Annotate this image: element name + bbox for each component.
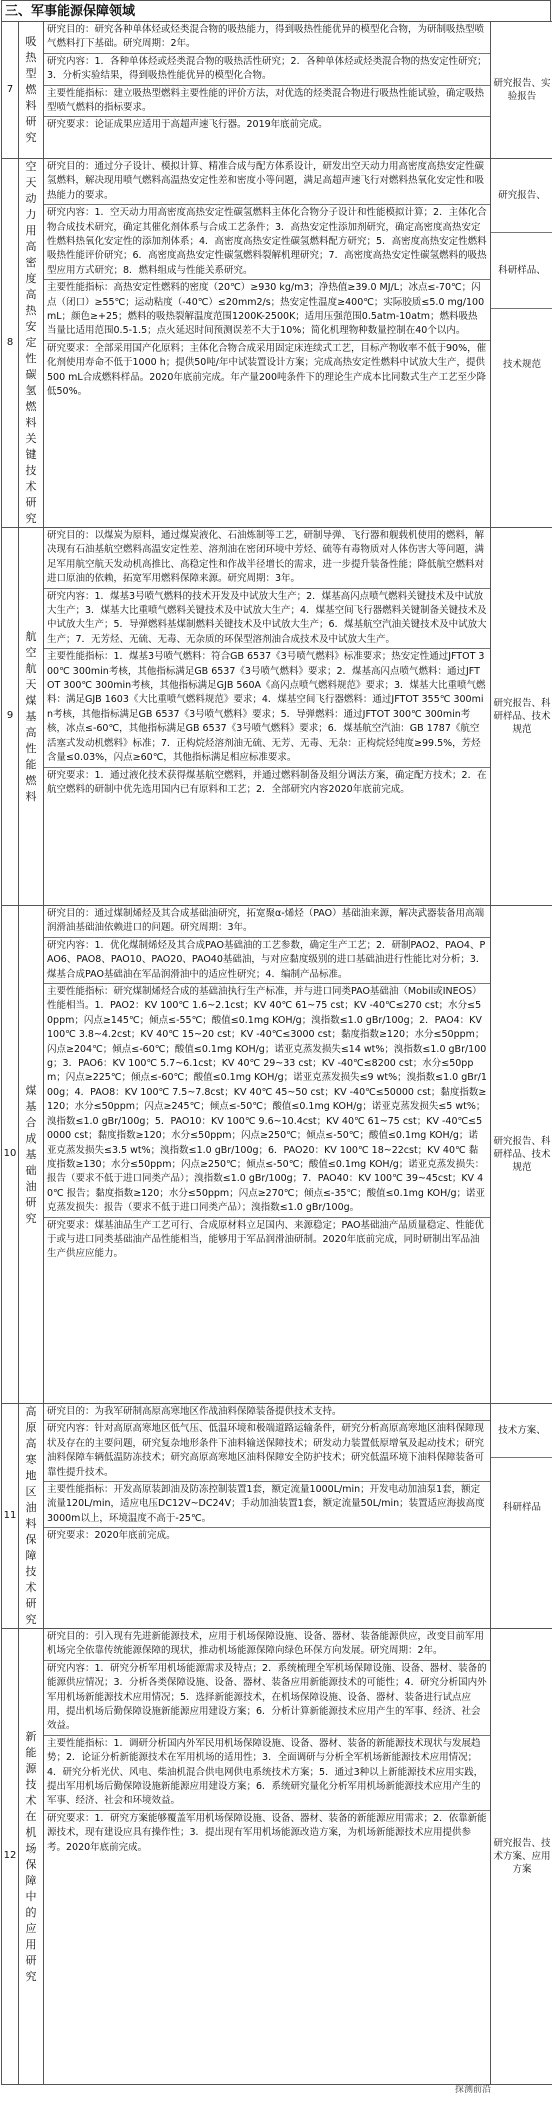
deliverable-type: 研究报告、科研样品、技术规范 bbox=[493, 1136, 551, 1173]
deliverable-type-cell bbox=[491, 159, 552, 528]
description-paragraph: 研究要求：全部采用国产化原料；主体化合物合成采用固定床连续式工艺，目标产物收率不低于90%，催化剂使用寿命不低于1000 h；提供50吨/年中试装置设计方案；完成高热安定性燃料中试放大生产，提供500 mL合成燃料样品。2020年底前完成。年产量200吨条件下的理论生产成本比同数式生产工艺至少降低50%。 bbox=[47, 342, 487, 398]
description-paragraph: 主要性能指标：开发高原装卸油及防冻控制装置1套，额定流量1000L/min；开发电动加油泵1套，额定流量120L/min，适应电压DC12V~DC24V；手动加油装置1套，额定流量50L/min；装置适应海拔高度3000m以上，环境温度不高于-25℃。 bbox=[44, 1482, 490, 1528]
project-name-cell bbox=[19, 528, 44, 906]
description-paragraph: 研究目的：为我军研制高原高寒地区作战油料保障装备提供技术支持。 bbox=[44, 1404, 490, 1421]
description-paragraph: 研究内容：1．研究分析军用机场能源需求及特点；2．系统梳理全军机场保障设施、设备、器材、装备的能源供应情况；3．分析各类保障设施、设备、器材、装备应用新能源技术的可能性；4．研究分析国内外军用机场新能源技术应用情况；5．选择新能源技术，在机场保障设施、设备、器材、装备进行试点应用，提出机场后勤保障设施新能源应用建设方案；6．分析计算新能源技术应用产生的军事、经济、社会效益。 bbox=[44, 1661, 490, 1736]
deliverable-type: 研究报告、实验报告 bbox=[493, 78, 551, 102]
deliverable-type: 研究报告、 bbox=[491, 159, 552, 233]
description-paragraph: 研究目的：研究各种单体烃或烃类混合物的吸热能力，得到吸热性能优异的模型化合物，为研制吸热型喷气燃料打下基础。研究周期：2年。 bbox=[44, 22, 490, 54]
section-title: 三、军事能源保障领域 bbox=[1, 0, 551, 21]
description-paragraph: 研究目的：引入现有先进新能源技术，应用于机场保障设施、设备、器材、装备能源供应，改变目前军用机场完全依靠传统能源保障的现状，推动机场能源保障向绿色环保方向发展。研究周期：2年。 bbox=[44, 1629, 490, 1661]
description-paragraph: 研究目的：通过分子设计、模拟计算、精准合成与配方体系设计，研发出空天动力用高密度高热安定性碳氢燃料，解决现用喷气燃料高温热安定性差和密度小等问题，满足高超声速飞行对燃料热氧化安定性和吸热能力的要求。 bbox=[44, 159, 490, 205]
project-name-cell bbox=[19, 1404, 44, 1629]
project-name: 吸热型燃料研究 bbox=[25, 35, 37, 144]
project-table bbox=[1, 21, 552, 2085]
table-row bbox=[2, 906, 552, 1404]
description-paragraph: 研究要求：煤基油品生产工艺可行、合成原材料立足国内、来源稳定；PAO基础油产品质量稳定、性能优于或与进口同类基础油产品性能相当，能够用于军品润滑油研制。2020年底前完成，同时研制出军品油生产供应应能力。 bbox=[47, 1219, 484, 1260]
table-row bbox=[2, 1404, 552, 1629]
description-paragraph: 研究要求：论证成果应适用于高超声速飞行器。2019年底前完成。 bbox=[47, 119, 328, 131]
watermark: 探测前沿 bbox=[455, 2085, 492, 2095]
table-row bbox=[2, 528, 552, 906]
row-number: 10 bbox=[2, 906, 19, 1404]
description-paragraph: 研究要求：1．研究方案能够覆盖军用机场保障设施、设备、器材、装备的新能源应用需求；2．依靠新能源技术，现有建设应具有操作性；3．提出现有军用机场能源改造方案，为机场新能源技术应用提供参考。2020年底前完成。 bbox=[47, 1812, 487, 1853]
description-paragraph: 研究内容：1．煤基3号喷气燃料的技术开发及中试放大生产；2．煤基高闪点喷气燃料关键技术及中试放大生产；3．煤基大比重喷气燃料关键技术及中试放大生产；4．煤基空间飞行器燃料关键制备关键技术及中试放大生产；5．导弹燃料基煤制燃料关键技术及中试放大生产；6．煤基航空汽油关键技术及中试放大生产；7．无芳烃、无硫、无毒、无杂质的环保型溶剂油合成技术及中试放大生产。 bbox=[44, 589, 490, 650]
project-name-cell bbox=[19, 22, 44, 159]
table-row bbox=[2, 22, 552, 159]
deliverable-type: 研究报告、技术方案、应用方案 bbox=[493, 1838, 551, 1875]
description-paragraph: 研究要求：2020年底前完成。 bbox=[47, 1530, 176, 1542]
project-name: 高原高寒地区油料保障技术研究 bbox=[25, 1405, 37, 1626]
deliverable-type: 科研样品、 bbox=[491, 233, 552, 309]
description-paragraph: 主要性能指标：研究煤制烯烃合成的基础油执行生产标准，并与进口同类PAO基础油（Mobil或INEOS）性能相当。1．PAO2：KV 100℃ 1.6~2.1cst；KV 40℃ 61~75 cst；KV -40℃≤270 cst；水分≤50ppm；闪点≥145℃；倾点≤-55℃；酸值≤0.1mg KOH/g；溴指数≤1.0 gBr/100g；2．PAO4：KV 100℃ 3.8~4.2cst；KV 40℃ 15~20 cst；KV -40℃≤3000 cst；黏度指数≥120；水分≤50ppm；闪点≥204℃；倾点≤-60℃；酸值≤0.1mg KOH/g；诺亚克蒸发损失≤14 wt%；溴指数≤1.0 gBr/100g；3．PAO6：KV 100℃ 5.7~6.1cst；KV 40℃ 29~33 cst；KV -40℃≤8200 cst；水分≤50ppm；闪点≥225℃；倾点≤-60℃；酸值≤0.1mg KOH/g；诺亚克蒸发损失≤9 wt%；溴指数≤1.0 gBr/100g；4．PAO8：KV 100℃ 7.5~7.8cst；KV 40℃ 45~50 cst；KV -40℃≤50000 cst；黏度指数≥120；水分≤50ppm；闪点≥245℃；倾点≤-50℃；酸值≤0.1mg KOH/g；诺亚克蒸发损失≤5 wt%；溴指数≤1.0 gBr/100g；5．PAO10：KV 100℃ 9.6~10.4cst；KV 40℃ 61~75 cst；KV -40℃≤50000 cst；黏度指数≥120；水分≤50ppm；闪点≥250℃；倾点≤-50℃；酸值≤0.1mg KOH/g；诺亚克蒸发损失≤3.5 wt%；溴指数≤1.0 gBr/100g；6．PAO20：KV 100℃ 18~22cst；KV 40℃ 黏度指数≥130；水分≤50ppm；闪点≥250℃；倾点≤-50℃；酸值≤0.1mg KOH/g；诺亚克蒸发损失：报告（要求不低于进口同类产品）；溴指数≤1.0 gBr/100g；7．PAO40：KV 100℃ 39~45cst；KV 40℃ 报告；黏度指数≥120；水分≤50ppm；闪点≥270℃；倾点≤-35℃；酸值≤0.1mg KOH/g；诺亚克蒸发损失：报告（要求不低于进口同类产品）；溴指数≤1.0 gBr/100g。 bbox=[44, 984, 490, 1218]
deliverable-type-cell bbox=[491, 906, 552, 1404]
project-description-cell bbox=[44, 528, 491, 906]
deliverable-type: 技术方案、 bbox=[491, 1404, 552, 1458]
row-number: 11 bbox=[2, 1404, 19, 1629]
description-paragraph: 研究要求：1．通过液化技术获得煤基航空燃料，并通过燃料制备及组分调法方案，确定配方技术；2．在航空燃料的研制中优先选用国内已有原料和工艺；2．全部研究内容2020年底前完成。 bbox=[47, 769, 487, 795]
project-name: 空天动力用高密度高热安定性碳氢燃料关键技术研究 bbox=[25, 160, 37, 525]
row-number: 9 bbox=[2, 528, 19, 906]
table-row bbox=[2, 159, 552, 528]
description-paragraph: 研究内容：1．空天动力用高密度高热安定性碳氢燃料主体化合物分子设计和性能模拟计算；2．主体化合物合成技术研究，确定其催化剂体系与合成工艺条件；3．高热安定性添加剂研究，确定高密度高热安定性燃料热氧化安定性的添加剂体系；4．高密度高热安定性碳氢燃料配方研究；5．高密度高热安定性燃料吸热性能评价研究；6．高密度高热安定性碳氢燃料裂解机理研究；7．高密度高热安定性碳氢燃料的吸热型应用方式研究；8．燃料组成与性能关系研究。 bbox=[44, 205, 490, 280]
row-number: 8 bbox=[2, 159, 19, 528]
project-name-cell bbox=[19, 906, 44, 1404]
project-name-cell bbox=[19, 159, 44, 528]
project-name: 煤基合成基础油研究 bbox=[25, 1083, 37, 1225]
description-paragraph: 主要性能指标：高热安定性燃料的密度（20℃）≥930 kg/m3；净热值≥39.0 MJ/L；冰点≤-70℃；闪点（闭口）≥55℃；运动粘度（-40℃）≤20mm2/s；热安定性温度≥400℃；实际胶质≤5.0 mg/100mL；颜色≥+25；燃料的吸热裂解温度范围1200K-2500K；适用压强范围0.5atm-10atm；燃料吸热当量比适用范围0.5-1.5；点火延迟时间预测误差不大于10%；简化机理物种数量控制在40个以内。 bbox=[44, 280, 490, 341]
deliverable-type: 研究报告、科研样品、技术规范 bbox=[493, 698, 551, 735]
row-number: 7 bbox=[2, 22, 19, 159]
description-paragraph: 研究内容：1．优化煤制烯烃及其合成PAO基础油的工艺参数，确定生产工艺；2．研制PAO2、PAO4、PAO6、PAO8、PAO10、PAO20、PAO40基础油，与对应黏度级别的进口基础油进行性能比对分析；3．煤基合成PAO基础油在军品润滑油中的适应性研究；4．编制产品标准。 bbox=[44, 938, 490, 984]
deliverable-type-cell bbox=[491, 528, 552, 906]
project-description-cell bbox=[44, 906, 491, 1404]
deliverable-type-cell bbox=[491, 1629, 552, 2085]
description-paragraph: 研究内容：1．各种单体烃或烃类混合物的吸热活性研究；2．各种单体烃或烃类混合物的热安定性研究；3．分析实验结果，得到吸热性能优异的模型化合物。 bbox=[44, 54, 490, 86]
project-name: 新能源技术在机场保障中的应用研究 bbox=[25, 1729, 37, 1983]
project-name-cell bbox=[19, 1629, 44, 2085]
description-paragraph: 研究目的：通过煤制烯烃及其合成基础油研究，拓宽聚α-烯烃（PAO）基础油来源，解决武器装备用高端润滑油基础油依赖进口的问题。研究周期：3年。 bbox=[44, 906, 490, 938]
document bbox=[1, 0, 551, 2085]
deliverable-type: 科研样品 bbox=[502, 1501, 541, 1513]
description-paragraph: 主要性能指标：1．煤基3号喷气燃料：符合GB 6537《3号喷气燃料》标准要求；热安定性通过JFTOT 300℃ 300min考核，其他指标满足GB 6537《3号喷气燃料》要求；2．煤基高闪点喷气燃料：通过JFTOT 300℃ 300min考核，其他指标满足GJB 560A《高闪点喷气燃料规范》要求；3．煤基大比重喷气燃料：满足GJB 1603《大比重喷气燃料规范》要求；4．煤基空间飞行器燃料：通过JFTOT 355℃ 300min考核，其他指标满足GB 6537《3号喷气燃料》要求；5．导弹燃料：通过JFTOT 300℃ 300min考核，冰点≤-60℃，其他指标满足GB 6537《3号喷气燃料》要求；6．煤基航空汽油：GB 1787《航空活塞式发动机燃料》标准；7．正构烷烃溶剂油无硫、无芳、无毒、无杂：正构烷烃纯度≥99.5%，芳烃含量≤0.03%，闪点≥60℃，其他指标满足相应标准要求。 bbox=[44, 649, 490, 767]
project-description-cell bbox=[44, 159, 491, 528]
description-paragraph: 研究内容：针对高原高寒地区低气压、低温环境和极端道路运输条件，研究分析高原高寒地区油料保障现状及存在的主要问题，研究复杂地形条件下油料输送保障技术；研发动力装置低原增氧及起动技术；研究油料保障车辆低温防冻技术；研究高原高寒地区油料保障安全防护技术；研究低温环境下油料保障装备可靠性提升技术。 bbox=[44, 1421, 490, 1482]
project-description-cell bbox=[44, 22, 491, 159]
table-row bbox=[2, 1629, 552, 2085]
project-description-cell bbox=[44, 1629, 491, 2085]
description-paragraph: 主要性能指标：建立吸热型燃料主要性能的评价方法，对优选的烃类混合物进行吸热性能试验，确定吸热型喷气燃料的指标要求。 bbox=[44, 86, 490, 118]
row-number: 12 bbox=[2, 1629, 19, 2085]
description-paragraph: 研究目的：以煤炭为原料，通过煤炭液化、石油炼制等工艺，研制导弹、飞行器和舰载机使用的燃料，解决现有石油基航空燃料高温安定性差、溶剂油在密闭环境中芳烃、硫等有毒物质对人体伤害大等问题，满足军用航空航天发动机高推比、高稳定性和作战半径增长的需求，进一步提升装备性能；降低航空燃料对进口原油的依赖，拓宽军用燃料保障来源。研究周期：3年。 bbox=[44, 528, 490, 589]
deliverable-type-cell bbox=[491, 22, 552, 159]
deliverable-type: 技术规范 bbox=[502, 358, 541, 370]
deliverable-type-cell bbox=[491, 1404, 552, 1629]
project-name: 航空航天煤基高性能燃料 bbox=[25, 629, 37, 803]
project-description-cell bbox=[44, 1404, 491, 1629]
description-paragraph: 主要性能指标：1．调研分析国内外军民用机场保障设施、设备、器材、装备的新能源技术现状与发展趋势；2．论证分析新能源技术在军用机场的适用性；3．全面调研与分析全军机场新能源技术应用情况；4．研究分析光伏、风电、柴油机混合供电网供电系统技术方案；5．通过3种以上新能源技术应用实践，提出军用机场后勤保障设施新能源应用建设方案；6．系统研究量化分析军用机场新能源技术应用产生的军事、经济、社会和环境效益。 bbox=[44, 1736, 490, 1811]
